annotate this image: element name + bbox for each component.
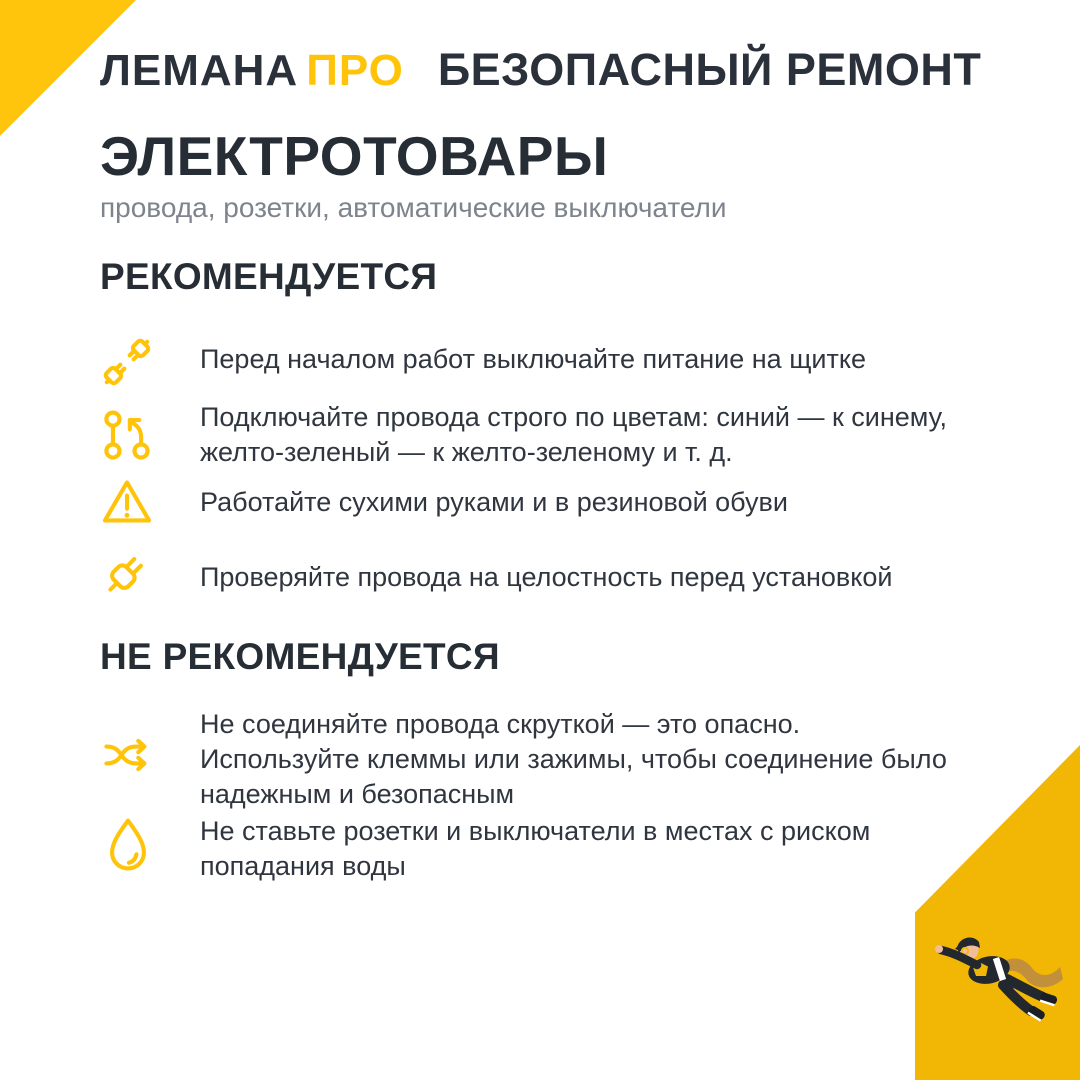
plugs-disconnected-icon bbox=[96, 331, 158, 393]
page-title: ЭЛЕКТРОТОВАРЫ bbox=[100, 125, 609, 187]
not-recommended-item-1-continued: Используйте клеммы или зажимы, чтобы соединение было надежным и безопасным bbox=[200, 744, 947, 809]
wires-match-icon bbox=[96, 404, 158, 466]
warning-triangle-icon bbox=[96, 473, 158, 535]
recommended-item-2: Подключайте провода строго по цветам: синий — к синему, желто-зеленый — к желто-зеленому и т. д. bbox=[200, 402, 947, 467]
water-drop-icon bbox=[97, 813, 159, 875]
not-recommended-item-1 bbox=[200, 707, 985, 812]
section-heading-recommended: РЕКОМЕНДУЕТСЯ bbox=[100, 256, 438, 297]
series-title: БЕЗОПАСНЫЙ РЕМОНТ bbox=[437, 44, 982, 95]
header-brand-row bbox=[100, 44, 981, 96]
flying-handyman-illustration bbox=[919, 923, 1071, 1041]
recommended-item-1: Перед началом работ выключайте питание на щитке bbox=[200, 344, 866, 374]
brand-logo-primary: ЛЕМАНА bbox=[100, 46, 299, 95]
plug-icon bbox=[94, 544, 156, 606]
section-heading-not-recommended: НЕ РЕКОМЕНДУЕТСЯ bbox=[100, 636, 500, 677]
page-subtitle: провода, розетки, автоматические выключатели bbox=[100, 192, 727, 223]
recommended-item-3: Работайте сухими руками и в резиновой обуви bbox=[200, 487, 788, 517]
shuffle-arrows-icon bbox=[97, 724, 159, 786]
not-recommended-item-1-line: Не соединяйте провода скруткой — это опасно. bbox=[200, 709, 801, 739]
not-recommended-item-2: Не ставьте розетки и выключатели в местах с риском попадания воды bbox=[200, 816, 871, 881]
brand-logo bbox=[100, 46, 404, 96]
brand-logo-accent: ПРО bbox=[306, 46, 404, 95]
recommended-item-4: Проверяйте провода на целостность перед установкой bbox=[200, 562, 893, 592]
